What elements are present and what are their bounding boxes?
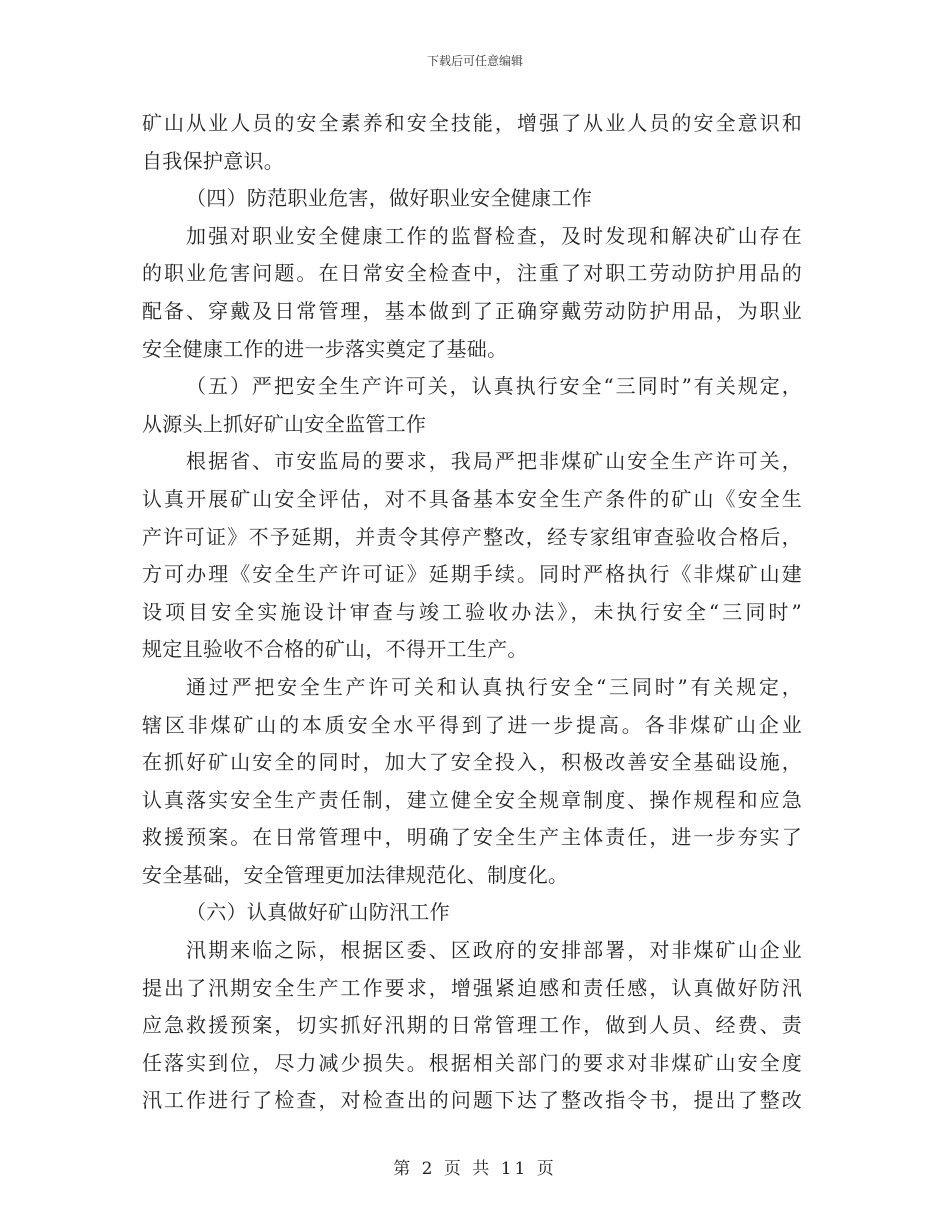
text-line: 加强对职业安全健康工作的监督检查，及时发现和解决矿山存在	[186, 223, 802, 248]
text-line: 安全健康工作的进一步落实奠定了基础。	[142, 336, 508, 361]
document-body	[142, 105, 802, 1120]
text-line: （五）严把安全生产许可关，认真执行安全“三同时”有关规定，	[186, 374, 802, 399]
text-line: 设项目安全实施设计审查与竣工验收办法》，未执行安全“三同时”	[142, 599, 802, 624]
text-line: 自我保护意识。	[142, 148, 285, 173]
text-line: 汛期来临之际，根据区委、区政府的安排部署，对非煤矿山企业	[186, 938, 802, 963]
text-line: 辖区非煤矿山的本质安全水平得到了进一步提高。各非煤矿山企业	[142, 712, 802, 737]
text-line: 通过严把安全生产许可关和认真执行安全“三同时”有关规定，	[186, 674, 802, 699]
page-footer: 第 2 页 共 11 页	[393, 1159, 557, 1179]
text-line: 矿山从业人员的安全素养和安全技能，增强了从业人员的安全意识和	[142, 111, 802, 135]
text-line: 认真开展矿山安全评估，对不具备基本安全生产条件的矿山《安全生	[142, 486, 802, 511]
text-line: 任落实到位，尽力减少损失。根据相关部门的要求对非煤矿山安全度	[142, 1050, 802, 1075]
text-line: 根据省、市安监局的要求，我局严把非煤矿山安全生产许可关，	[186, 449, 802, 474]
text-line: 从源头上抓好矿山安全监管工作	[142, 411, 427, 436]
text-line: （六）认真做好矿山防汛工作	[186, 900, 450, 925]
text-line: 配备、穿戴及日常管理，基本做到了正确穿戴劳动防护用品，为职业	[142, 298, 802, 323]
text-line: 提出了汛期安全生产工作要求，增强紧迫感和责任感，认真做好防汛	[142, 975, 802, 1000]
text-line: 救援预案。在日常管理中，明确了安全生产主体责任，进一步夯实了	[142, 825, 802, 850]
text-line: 产许可证》不予延期，并责令其停产整改，经专家组审查验收合格后，	[142, 524, 802, 549]
text-line: 认真落实安全生产责任制，建立健全安全规章制度、操作规程和应急	[142, 787, 802, 812]
text-line: 在抓好矿山安全的同时，加大了安全投入，积极改善安全基础设施，	[142, 750, 802, 775]
text-line: （四）防范职业危害，做好职业安全健康工作	[186, 186, 592, 211]
text-line: 的职业危害问题。在日常安全检查中，注重了对职工劳动防护用品的	[142, 261, 802, 286]
text-line: 方可办理《安全生产许可证》延期手续。同时严格执行《非煤矿山建	[142, 562, 802, 587]
text-line: 规定且验收不合格的矿山，不得开工生产。	[142, 637, 528, 662]
text-line: 汛工作进行了检查，对检查出的问题下达了整改指令书，提出了整改	[142, 1088, 802, 1113]
text-line: 应急救援预案，切实抓好汛期的日常管理工作，做到人员、经费、责	[142, 1013, 802, 1038]
page-header: 下载后可任意编辑	[426, 54, 523, 68]
text-line: 安全基础，安全管理更加法律规范化、制度化。	[142, 862, 569, 887]
